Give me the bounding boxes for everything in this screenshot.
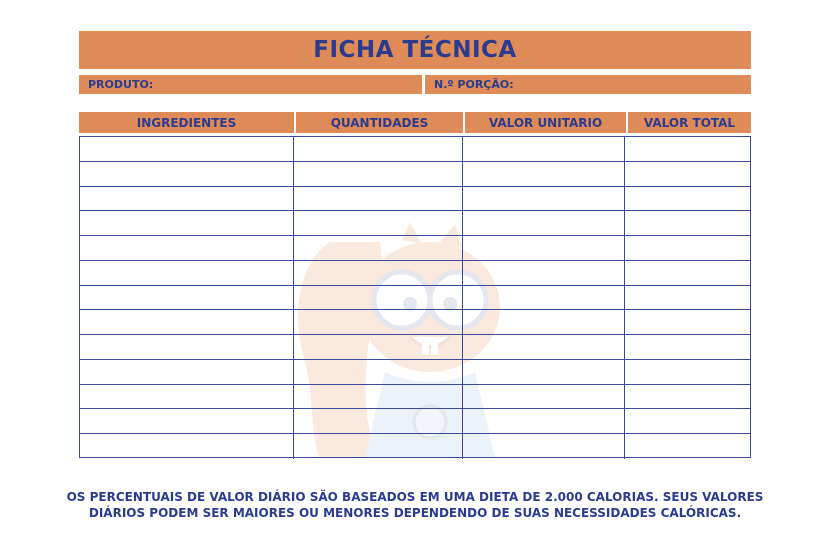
- footer-line-1: OS PERCENTUAIS DE VALOR DIÁRIO SÃO BASEADOS EM UMA DIETA DE 2.000 CALORIAS. SEUS VALORES: [66, 490, 764, 504]
- table-cell[interactable]: [294, 310, 463, 334]
- table-cell[interactable]: [625, 236, 750, 260]
- table-cell[interactable]: [625, 434, 750, 459]
- table-row: [80, 360, 750, 385]
- table-cell[interactable]: [463, 187, 626, 211]
- table-row: [80, 310, 750, 335]
- table-cell[interactable]: [294, 385, 463, 409]
- header-ingredientes: INGREDIENTES: [79, 112, 294, 133]
- table-cell[interactable]: [625, 261, 750, 285]
- table-cell[interactable]: [80, 434, 294, 459]
- table-row: [80, 434, 750, 459]
- table-cell[interactable]: [463, 137, 626, 161]
- table-cell[interactable]: [463, 211, 626, 235]
- table-cell[interactable]: [80, 385, 294, 409]
- table-cell[interactable]: [294, 335, 463, 359]
- table-row: [80, 335, 750, 360]
- header-valor-total: VALOR TOTAL: [626, 112, 751, 133]
- table-cell[interactable]: [625, 310, 750, 334]
- porcao-label: N.º PORÇÃO:: [434, 78, 514, 91]
- table-cell[interactable]: [294, 286, 463, 310]
- table-cell[interactable]: [80, 310, 294, 334]
- table-cell[interactable]: [294, 187, 463, 211]
- table-cell[interactable]: [294, 434, 463, 459]
- ingredients-table: [79, 112, 751, 458]
- footer-line-2: DIÁRIOS PODEM SER MAIORES OU MENORES DEPENDENDO DE SUAS NECESSIDADES CALÓRICAS.: [88, 506, 742, 520]
- table-header: [79, 112, 751, 133]
- table-cell[interactable]: [463, 335, 626, 359]
- porcao-field[interactable]: [425, 75, 751, 94]
- table-cell[interactable]: [625, 286, 750, 310]
- table-cell[interactable]: [463, 236, 626, 260]
- table-cell[interactable]: [294, 261, 463, 285]
- table-cell[interactable]: [294, 162, 463, 186]
- table-body: [79, 136, 751, 458]
- table-row: [80, 236, 750, 261]
- table-cell[interactable]: [80, 187, 294, 211]
- table-cell[interactable]: [294, 360, 463, 384]
- table-cell[interactable]: [463, 360, 626, 384]
- table-cell[interactable]: [625, 360, 750, 384]
- table-cell[interactable]: [625, 385, 750, 409]
- table-cell[interactable]: [463, 310, 626, 334]
- table-cell[interactable]: [294, 211, 463, 235]
- table-cell[interactable]: [80, 286, 294, 310]
- table-row: [80, 261, 750, 286]
- table-cell[interactable]: [294, 236, 463, 260]
- table-cell[interactable]: [463, 434, 626, 459]
- footer-note: [60, 489, 770, 521]
- table-row: [80, 211, 750, 236]
- table-cell[interactable]: [625, 211, 750, 235]
- table-row: [80, 187, 750, 212]
- table-cell[interactable]: [80, 137, 294, 161]
- produto-label: PRODUTO:: [88, 78, 154, 91]
- table-cell[interactable]: [80, 335, 294, 359]
- produto-field[interactable]: [79, 75, 422, 94]
- table-cell[interactable]: [80, 409, 294, 433]
- table-cell[interactable]: [463, 286, 626, 310]
- table-cell[interactable]: [463, 261, 626, 285]
- table-row: [80, 137, 750, 162]
- table-cell[interactable]: [625, 335, 750, 359]
- table-cell[interactable]: [463, 162, 626, 186]
- table-cell[interactable]: [463, 385, 626, 409]
- table-cell[interactable]: [625, 162, 750, 186]
- table-cell[interactable]: [80, 236, 294, 260]
- table-cell[interactable]: [625, 137, 750, 161]
- table-row: [80, 385, 750, 410]
- header-quantidades: QUANTIDADES: [294, 112, 463, 133]
- table-cell[interactable]: [80, 162, 294, 186]
- table-cell[interactable]: [294, 137, 463, 161]
- table-row: [80, 409, 750, 434]
- title-bar: [79, 31, 751, 69]
- table-cell[interactable]: [463, 409, 626, 433]
- table-cell[interactable]: [80, 211, 294, 235]
- table-cell[interactable]: [625, 409, 750, 433]
- table-cell[interactable]: [80, 360, 294, 384]
- table-row: [80, 286, 750, 311]
- header-valor-unitario: VALOR UNITARIO: [463, 112, 626, 133]
- table-cell[interactable]: [625, 187, 750, 211]
- table-cell[interactable]: [80, 261, 294, 285]
- page-title: FICHA TÉCNICA: [313, 37, 517, 63]
- table-cell[interactable]: [294, 409, 463, 433]
- table-row: [80, 162, 750, 187]
